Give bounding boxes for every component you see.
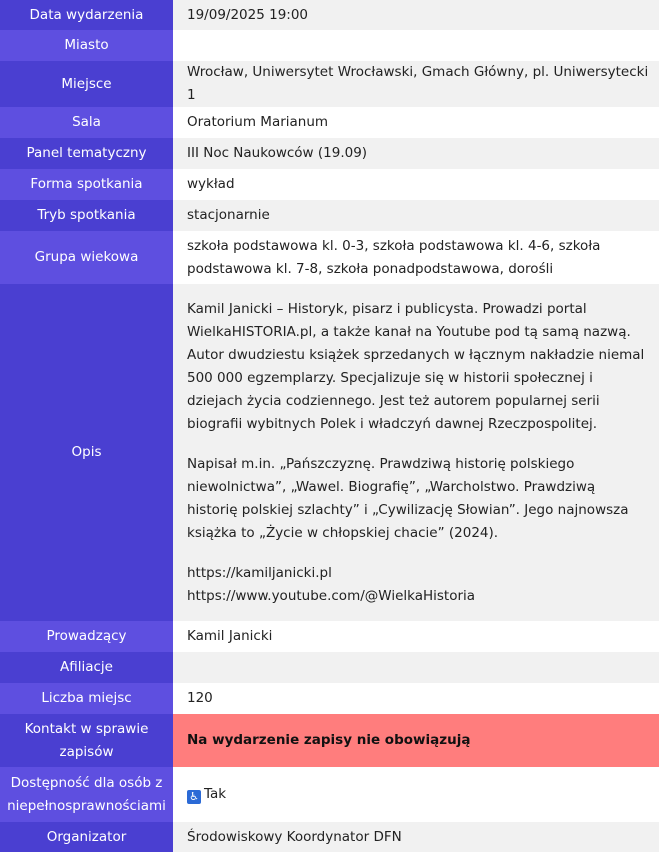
row-age [0,231,659,284]
description-link-youtube[interactable]: https://www.youtube.com/@WielkaHistoria [187,587,476,604]
label-panel: Panel tematyczny [0,138,173,169]
value-seats: 120 [173,683,659,714]
label-seats: Liczba miejsc [0,683,173,714]
value-mode: stacjonarnie [173,200,659,231]
label-mode: Tryb spotkania [0,200,173,231]
value-accessibility [173,767,659,822]
label-date: Data wydarzenia [0,0,173,30]
value-host: Kamil Janicki [173,621,659,652]
description-paragraph-1: Kamil Janicki – Historyk, pisarz i publicysta. Prowadzi portal WielkaHISTORIA.pl, a także kanał na Youtube pod tą samą nazwą. Autor dwudziestu książek sprzedanych w łącznym nakładzie niemal 500 000 egzemplarzy. Specjalizuje się w historii społecznej i dziejach życia codziennego. Jest też autorem popularnej serii biografii wybitnych Polek i władczyń dawnej Rzeczpospolitej. [187,300,645,432]
row-accessibility [0,767,659,822]
value-panel: III Noc Naukowców (19.09) [173,138,659,169]
row-host [0,621,659,652]
row-room [0,107,659,138]
value-organizer: Środowiskowy Koordynator DFN [173,822,659,852]
label-contact: Kontakt w sprawie zapisów [0,714,173,767]
value-room: Oratorium Marianum [173,107,659,138]
label-host: Prowadzący [0,621,173,652]
row-organizer [0,822,659,852]
value-affiliation [173,652,659,683]
value-city [173,30,659,61]
row-form [0,169,659,200]
label-age: Grupa wiekowa [0,231,173,284]
wheelchair-icon: ♿ [187,790,201,804]
label-place: Miejsce [0,61,173,107]
row-date [0,0,659,30]
value-description [173,284,659,621]
row-seats [0,683,659,714]
label-city: Miasto [0,30,173,61]
label-room: Sala [0,107,173,138]
label-affiliation: Afiliacje [0,652,173,683]
label-description: Opis [0,284,173,621]
accessibility-value: Tak [204,786,227,802]
row-city [0,30,659,61]
row-description [0,284,659,621]
row-place [0,61,659,107]
description-link-website[interactable]: https://kamiljanicki.pl [187,564,332,581]
value-form: wykład [173,169,659,200]
row-mode [0,200,659,231]
row-affiliation [0,652,659,683]
value-age: szkoła podstawowa kl. 0-3, szkoła podstawowa kl. 4-6, szkoła podstawowa kl. 7-8, szkoła ponadpodstawowa, dorośli [173,231,659,284]
row-panel [0,138,659,169]
label-form: Forma spotkania [0,169,173,200]
label-accessibility: Dostępność dla osób z niepełnosprawnościami [0,767,173,822]
description-paragraph-2: Napisał m.in. „Pańszczyznę. Prawdziwą historię polskiego niewolnictwa”, „Wawel. Biografię”, „Warcholstwo. Prawdziwą historię polskiej szlachty” i „Cywilizację Słowian”. Jego najnowsza książka to „Życie w chłopskiej chacie” (2024). [187,455,629,541]
label-organizer: Organizator [0,822,173,852]
value-contact-alert: Na wydarzenie zapisy nie obowiązują [173,714,659,767]
row-contact [0,714,659,767]
value-date: 19/09/2025 19:00 [173,0,659,30]
value-place: Wrocław, Uniwersytet Wrocławski, Gmach Główny, pl. Uniwersytecki 1 [173,61,659,107]
